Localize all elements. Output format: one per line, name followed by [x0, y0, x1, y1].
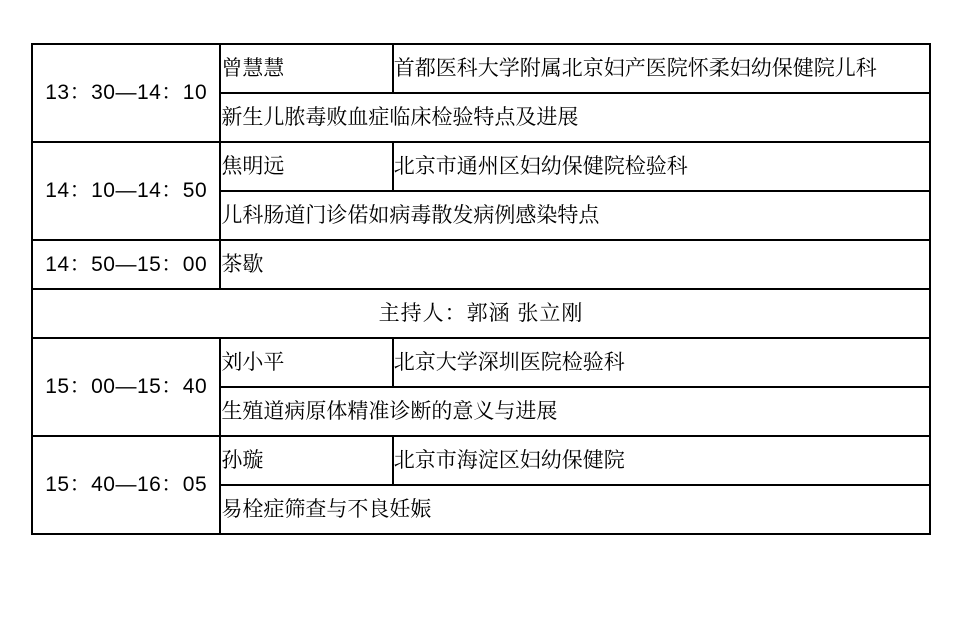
topic-cell: 易栓症筛查与不良妊娠 [220, 485, 930, 534]
topic-cell: 生殖道病原体精准诊断的意义与进展 [220, 387, 930, 436]
time-cell: 14：50—15：00 [32, 240, 220, 289]
host-cell: 主持人：郭涵 张立刚 [32, 289, 930, 338]
time-cell: 14：10—14：50 [32, 142, 220, 240]
table-row [32, 436, 930, 485]
time-cell: 15：40—16：05 [32, 436, 220, 534]
speaker-cell: 刘小平 [220, 338, 392, 387]
topic-cell: 新生儿脓毒败血症临床检验特点及进展 [220, 93, 930, 142]
speaker-cell: 曾慧慧 [220, 44, 392, 93]
affiliation-cell: 北京市通州区妇幼保健院检验科 [393, 142, 930, 191]
affiliation-cell: 首都医科大学附属北京妇产医院怀柔妇幼保健院儿科 [393, 44, 930, 93]
time-cell: 15：00—15：40 [32, 338, 220, 436]
table-row-break [32, 240, 930, 289]
schedule-table-container [31, 43, 931, 535]
topic-cell: 儿科肠道门诊偌如病毒散发病例感染特点 [220, 191, 930, 240]
table-row [32, 142, 930, 191]
affiliation-cell: 北京市海淀区妇幼保健院 [393, 436, 930, 485]
schedule-table [31, 43, 931, 535]
table-row-host [32, 289, 930, 338]
table-row [32, 44, 930, 93]
time-cell: 13：30—14：10 [32, 44, 220, 142]
affiliation-cell: 北京大学深圳医院检验科 [393, 338, 930, 387]
table-row [32, 338, 930, 387]
speaker-cell: 孙璇 [220, 436, 392, 485]
speaker-cell: 焦明远 [220, 142, 392, 191]
break-label-cell: 茶歇 [220, 240, 930, 289]
